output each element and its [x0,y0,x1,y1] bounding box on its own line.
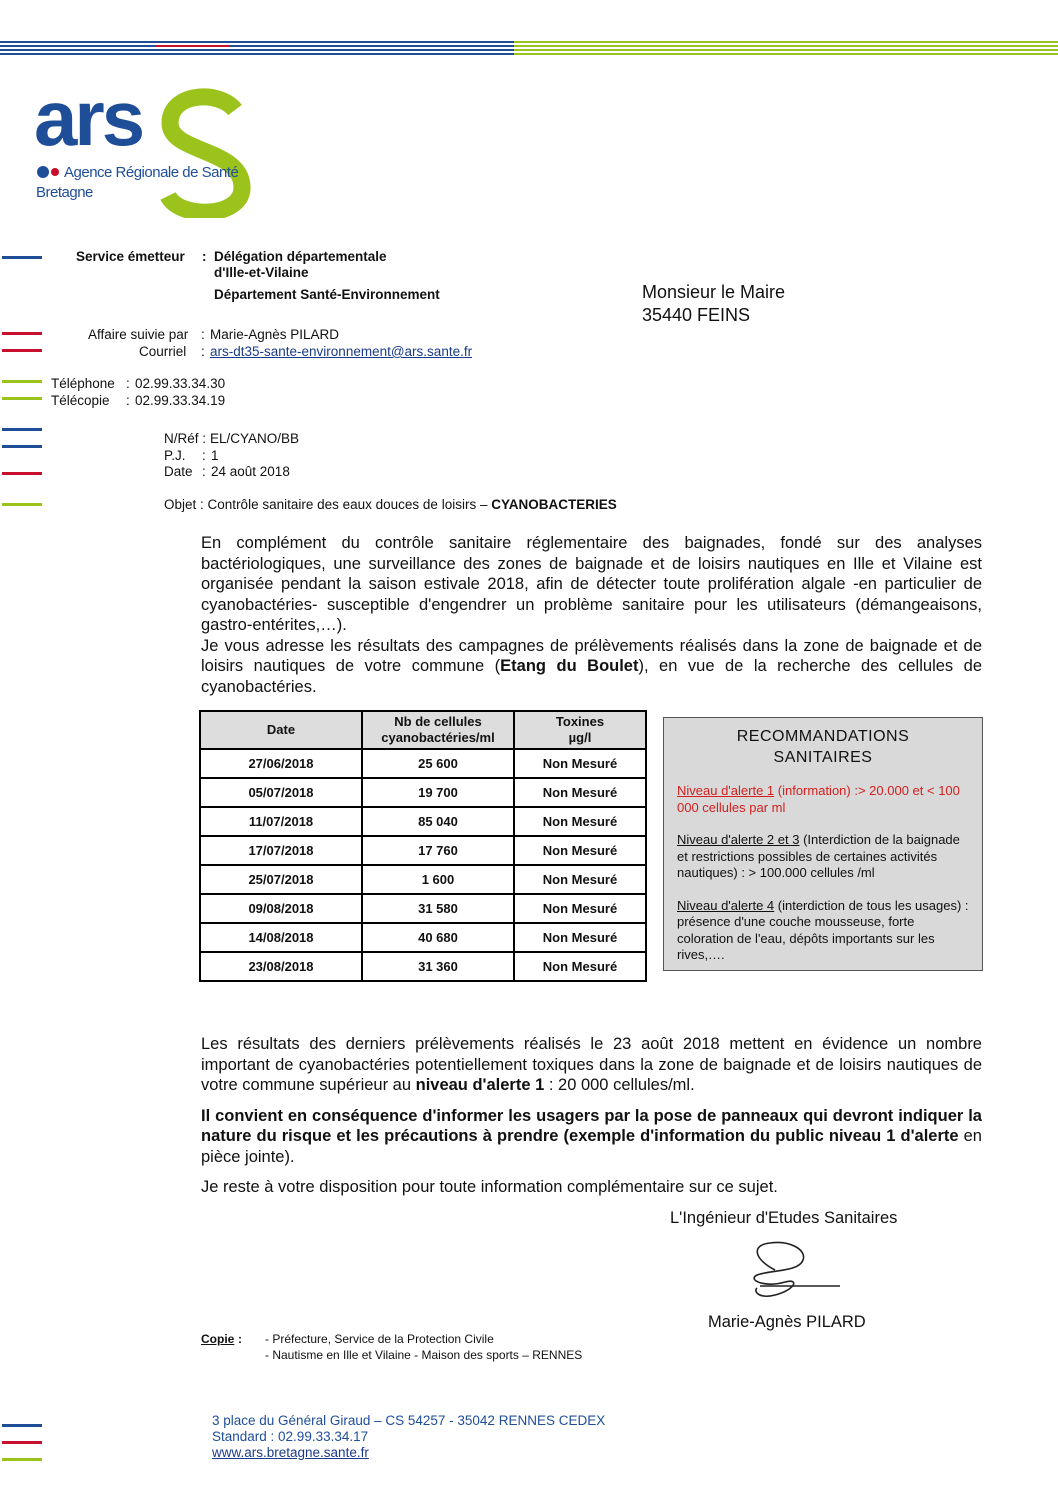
ars-logo [30,74,260,218]
cell-toxins: Non Mesuré [514,894,646,923]
tel-colon: : [126,376,130,391]
table-row [200,836,646,865]
reco-level-4 [677,898,972,964]
cell-toxins: Non Mesuré [514,836,646,865]
table-row [200,923,646,952]
cell-date: 14/08/2018 [200,923,362,952]
results-paragraph-1 [201,1034,982,1096]
col-tox-header-1: Toxines [555,714,605,729]
logo-agency: Agence Régionale de Santé [64,164,239,181]
cell-toxins: Non Mesuré [514,807,646,836]
col-cells-header [362,711,514,749]
table-row [200,894,646,923]
results-p2-b: en pièce jointe). [201,1127,982,1166]
reco-title-1: RECOMMANDATIONS [736,728,910,745]
cell-count: 17 760 [362,836,514,865]
table-row [200,865,646,894]
recipient-line-2: 35440 FEINS [642,305,751,325]
tel-label: Téléphone [51,376,115,391]
col-cells-header-1: Nb de cellules [394,714,482,729]
results-p1-a: Les résultats des derniers prélèvements réalisés le 23 août 2018 mettent en évidence un nombre important de cyanobactéries potentiellement toxiques dans la zone de baignade et de loisirs nautiques de votre commune supérieur au [201,1035,982,1094]
cell-date: 05/07/2018 [200,778,362,807]
table-row [200,952,646,981]
reco-level-1-text: (information) :> 20.000 et < 100 000 cellules par ml [677,783,960,815]
reco-level-4-text: (interdiction de tous les usages) : présence d'une couche mousseuse, forte coloration de l'eau, dépôts importants sur les rives,…. [677,897,969,962]
service-value-3: Département Santé-Environnement [214,287,440,302]
courriel-link[interactable]: ars-dt35-sante-environnement@ars.sante.fr [210,344,473,359]
col-tox-header-2: µg/l [568,730,592,745]
cell-toxins: Non Mesuré [514,952,646,981]
cell-count: 31 580 [362,894,514,923]
table-row [200,807,646,836]
pj-value: 1 [211,448,219,463]
fax-label: Télécopie [51,393,110,408]
signature-title: L'Ingénieur d'Etudes Sanitaires [670,1209,898,1227]
objet-line [164,496,617,513]
cell-date: 25/07/2018 [200,865,362,894]
intro-p2-bold: Etang du Boulet [500,657,639,675]
cell-date: 23/08/2018 [200,952,362,981]
reco-title [664,726,982,768]
fax-colon: : [126,393,130,408]
results-p1-b: : 20 000 cellules/ml. [544,1076,695,1094]
col-tox-header [514,711,646,749]
affaire-value: Marie-Agnès PILARD [210,327,340,342]
copie-label: Copie [201,1332,235,1346]
reco-level-2-3-label: Niveau d'alerte 2 et 3 [677,832,800,847]
results-paragraph-3: Je reste à votre disposition pour toute information complémentaire sur ce sujet. [201,1178,778,1196]
cell-count: 40 680 [362,923,514,952]
recommendations-box [663,717,983,971]
reco-level-2-3 [677,832,972,882]
cell-date: 11/07/2018 [200,807,362,836]
objet-value: Contrôle sanitaire des eaux douces de loisirs – [207,497,488,512]
intro-p2-a: Je vous adresse les résultats des campagnes de prélèvements réalisés dans la zone de baignade et de loisirs nautiques de votre commune ( [201,636,982,675]
copie-line-2: - Nautisme en Ille et Vilaine - Maison des sports – RENNES [265,1348,583,1362]
cell-count: 1 600 [362,865,514,894]
courriel-label: Courriel [139,344,187,359]
pj-label: P.J. [164,448,186,463]
copie-line-1: - Préfecture, Service de la Protection Civile [265,1332,494,1346]
intro-paragraph-1: En complément du contrôle sanitaire réglementaire des baignades, fondé sur des analyses bactériologiques, une surveillance des zones de baignade et de loisirs nautiques en Ille et Vilaine est organisée pendant la saison estivale 2018, afin de détecter toute prolifération algale -en particulier de cyanobactéries- susceptible d'engendrer un problème sanitaire pour les utilisateurs (démangeaisons, gastro-entérites,…). [201,534,982,634]
courriel-colon: : [201,344,205,359]
results-p2-bold: d'informer les usagers par la pose de panneaux qui devront indiquer la nature du risque et les précautions à prendre (exemple d'information du public niveau 1 d'alerte [201,1106,982,1145]
objet-label: Objet : [164,497,204,512]
reco-level-4-label: Niveau d'alerte 4 [677,897,775,913]
results-p2-a: Il convient en conséquence [201,1106,423,1125]
footer-website-link[interactable]: www.ars.bretagne.sante.fr [212,1445,369,1460]
date-value: 24 août 2018 [211,464,290,479]
reco-title-2: SANITAIRES [773,749,873,766]
cell-count: 19 700 [362,778,514,807]
service-value-1: Délégation départementale [214,249,387,264]
cell-count: 25 600 [362,749,514,778]
nref-label: N/Réf : [164,431,207,446]
intro-text [201,533,982,697]
col-cells-header-2: cyanobactéries/ml [381,730,495,745]
pj-colon: : [202,448,206,463]
cell-count: 85 040 [362,807,514,836]
signature-name: Marie-Agnès PILARD [708,1313,866,1331]
table-row [200,749,646,778]
footer-standard: Standard : 02.99.33.34.17 [212,1429,369,1444]
logo-wordmark: ars [34,74,143,162]
objet-bold: CYANOBACTERIES [491,497,617,512]
results-p1-bold: niveau d'alerte 1 [415,1076,545,1094]
date-colon: : [202,464,206,479]
cell-count: 31 360 [362,952,514,981]
logo-region: Bretagne [36,184,93,201]
reco-level-1 [677,783,972,816]
results-paragraph-2 [201,1106,982,1168]
copie-sep: : [238,1332,242,1346]
table-header-row [200,711,646,749]
results-table [199,710,647,982]
cell-date: 27/06/2018 [200,749,362,778]
footer-address: 3 place du Général Giraud – CS 54257 - 35042 RENNES CEDEX [212,1413,606,1428]
recipient-line-1: Monsieur le Maire [642,282,786,302]
cell-date: 17/07/2018 [200,836,362,865]
date-label: Date [164,464,193,479]
affaire-colon: : [201,327,205,342]
service-value-2: d'Ille-et-Vilaine [214,265,309,280]
results-text [201,1034,982,1198]
cell-toxins: Non Mesuré [514,923,646,952]
table-row [200,778,646,807]
reco-level-2-3-text: (Interdiction de la baignade et restrictions possibles de certaines activités nautiques) : > 100.000 cellules /ml [677,832,960,880]
nref-value: EL/CYANO/BB [210,431,300,446]
intro-p2-b: ), en vue de la recherche des cellules de cyanobactéries. [201,657,983,696]
cell-toxins: Non Mesuré [514,749,646,778]
tel-value: 02.99.33.34.30 [135,376,226,391]
cell-toxins: Non Mesuré [514,865,646,894]
handwritten-signature [745,1240,845,1305]
cell-date: 09/08/2018 [200,894,362,923]
fax-value: 02.99.33.34.19 [135,393,226,408]
col-date-header: Date [200,711,362,749]
affaire-label: Affaire suivie par [88,327,189,342]
service-label: Service émetteur [76,249,185,264]
intro-paragraph-2 [201,636,982,698]
cell-toxins: Non Mesuré [514,778,646,807]
service-colon: : [202,249,207,264]
reco-level-1-label: Niveau d'alerte 1 [677,783,775,798]
